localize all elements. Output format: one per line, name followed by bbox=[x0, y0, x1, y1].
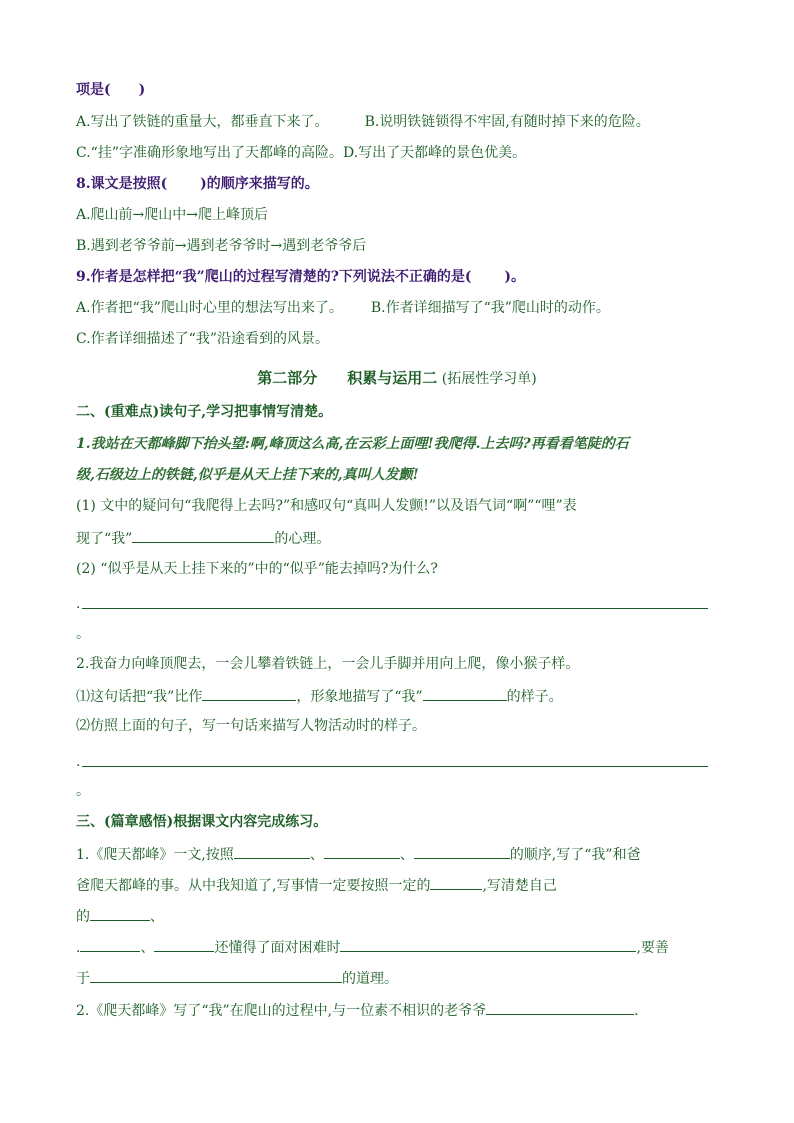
q9-options-row1 bbox=[76, 298, 610, 318]
q7-option-c[interactable]: C.“挂”字准确形象地写出了天都峰的高险。 bbox=[76, 145, 343, 161]
answer-line-end-1: 。 bbox=[76, 626, 90, 642]
q9-option-b[interactable]: B.作者详细描写了“我”爬山时的动作。 bbox=[370, 300, 610, 316]
sec2-p2-q2: ⑵仿照上面的句子，写一句话来描写人物活动时的样子。 bbox=[76, 718, 426, 734]
part2-title bbox=[0, 368, 794, 389]
sec3-q1-line4-suffix: ,要善 bbox=[636, 940, 669, 956]
answer-line-lead-2: . bbox=[76, 754, 81, 770]
q9-option-a[interactable]: A.作者把“我”爬山时心里的想法写出来了。 bbox=[76, 300, 343, 316]
sec3-q1-line3-prefix: 的 bbox=[76, 909, 90, 925]
q9-stem: 9.作者是怎样把“我”爬山的过程写清楚的?下列说法不正确的是( )。 bbox=[76, 269, 526, 285]
sec2-q1-blank[interactable] bbox=[132, 527, 274, 543]
q7-options-row2 bbox=[76, 143, 526, 163]
q8-stem: 8.课文是按照( )的顺序来描写的。 bbox=[76, 176, 319, 192]
sec3-q2-text: 2.《爬天都峰》写了“我”在爬山的过程中,与一位素不相识的老爷爷 bbox=[76, 1003, 487, 1019]
sec3-q1-prefix: 1.《爬天都峰》一文,按照 bbox=[76, 847, 234, 863]
sec3-q1-line3 bbox=[76, 905, 164, 927]
sec2-passage1-line1: 1.我站在天都峰脚下抬头望:啊,峰顶这么高,在云彩上面哩!我爬得.上去吗?再看看笔陡的石 bbox=[76, 436, 629, 452]
sec3-q2-end: . bbox=[634, 1003, 639, 1019]
sec2-passage2: 2.我奋力向峰顶爬去，一会儿攀着铁链上，一会儿手脚并用向上爬，像小猴子样。 bbox=[76, 656, 580, 672]
q8-option-a[interactable]: A.爬山前→爬山中→爬上峰顶后 bbox=[76, 207, 269, 223]
sec3-blank-3[interactable] bbox=[414, 843, 510, 859]
sec3-sep-4: 、 bbox=[140, 940, 155, 956]
sec3-q1-line4-lead: . bbox=[76, 940, 81, 956]
sec3-q1-line1 bbox=[76, 843, 641, 865]
sec3-blank-7[interactable] bbox=[154, 936, 214, 952]
sec3-blank-4[interactable] bbox=[430, 874, 482, 890]
sec3-q1-line5-prefix: 于 bbox=[76, 971, 90, 987]
sec2-header: 二、(重难点)读句子,学习把事情写清楚。 bbox=[76, 404, 333, 420]
sec3-sep-1: 、 bbox=[309, 847, 324, 863]
sec3-blank-9[interactable] bbox=[90, 967, 342, 983]
q8-option-b[interactable]: B.遇到老爷爷前→遇到老爷爷时→遇到老爷爷后 bbox=[76, 238, 367, 254]
q7-option-d[interactable]: D.写出了天都峰的景色优美。 bbox=[342, 145, 527, 161]
sec3-q1-line4 bbox=[76, 936, 669, 958]
sec2-p2-q1-prefix: ⑴这句话把“我”比作 bbox=[76, 689, 203, 705]
answer-line-1[interactable] bbox=[82, 608, 708, 609]
sec3-q1-line4-mid: 还懂得了面对困难时 bbox=[214, 940, 341, 956]
sec2-q2: (2) “似乎是从天上挂下来的”中的“似乎”能去掉吗?为什么? bbox=[76, 561, 438, 577]
sec2-p2-q1-mid: ，形象地描写了“我” bbox=[296, 689, 423, 705]
sec3-q1-line2-suffix: ,写清楚自己 bbox=[482, 878, 557, 894]
sec2-p2-q1-blank-2[interactable] bbox=[423, 685, 507, 701]
sec2-q1-line2-prefix: 现了“我” bbox=[76, 531, 133, 547]
part2-title-main: 第二部分 积累与运用二 bbox=[257, 369, 438, 387]
q9-option-c[interactable]: C.作者详细描述了“我”沿途看到的风景。 bbox=[76, 331, 329, 347]
sec3-blank-2[interactable] bbox=[324, 843, 400, 859]
sec2-passage1-line2: 级,石级边上的铁链,似乎是从天上挂下来的,真叫人发颤! bbox=[76, 467, 419, 483]
sec2-q1-line1: (1) 文中的疑问句“我爬得上去吗?”和感叹句“真叫人发颤!”以及语气词“啊”“哩”表 bbox=[76, 498, 577, 514]
sec2-q1-line2-suffix: 的心理。 bbox=[274, 531, 331, 547]
q7-option-a[interactable]: A.写出了铁链的重量大，都垂直下来了。 bbox=[76, 114, 329, 130]
q7-stem-tail: 项是( ) bbox=[76, 82, 146, 98]
sec3-q2-line1 bbox=[76, 999, 639, 1021]
sec3-blank-6[interactable] bbox=[80, 936, 140, 952]
sec3-blank-8[interactable] bbox=[340, 936, 636, 952]
answer-line-2[interactable] bbox=[82, 766, 708, 767]
sec3-q1-suffix: 的顺序,写了“我”和爸 bbox=[509, 847, 641, 863]
sec2-p2-q1-blank-1[interactable] bbox=[202, 685, 296, 701]
answer-line-lead-1: . bbox=[76, 596, 81, 612]
sec3-blank-10[interactable] bbox=[486, 999, 634, 1015]
sec3-q1-line2 bbox=[76, 874, 557, 896]
sec3-header: 三、(篇章感悟)根据课文内容完成练习。 bbox=[76, 814, 328, 830]
sec3-sep-2: 、 bbox=[399, 847, 414, 863]
sec2-p2-q1-suffix: 的样子。 bbox=[506, 689, 563, 705]
sec3-sep-3: 、 bbox=[150, 909, 164, 925]
sec3-blank-5[interactable] bbox=[90, 905, 150, 921]
sec2-q1-line2 bbox=[76, 527, 330, 549]
part2-title-sub: (拓展性学习单) bbox=[441, 371, 537, 387]
sec3-blank-1[interactable] bbox=[234, 843, 310, 859]
q7-options-row1 bbox=[76, 112, 650, 132]
q7-option-b[interactable]: B.说明铁链锁得不牢固,有随时掉下来的危险。 bbox=[364, 114, 650, 130]
sec3-q1-line5 bbox=[76, 967, 398, 989]
answer-line-end-2: 。 bbox=[76, 783, 90, 799]
sec3-q1-line5-suffix: 的道理。 bbox=[342, 971, 398, 987]
sec3-q1-line2-text: 爸爬天都峰的事。从中我知道了,写事情一定要按照一定的 bbox=[76, 878, 431, 894]
sec2-p2-q1 bbox=[76, 685, 563, 707]
